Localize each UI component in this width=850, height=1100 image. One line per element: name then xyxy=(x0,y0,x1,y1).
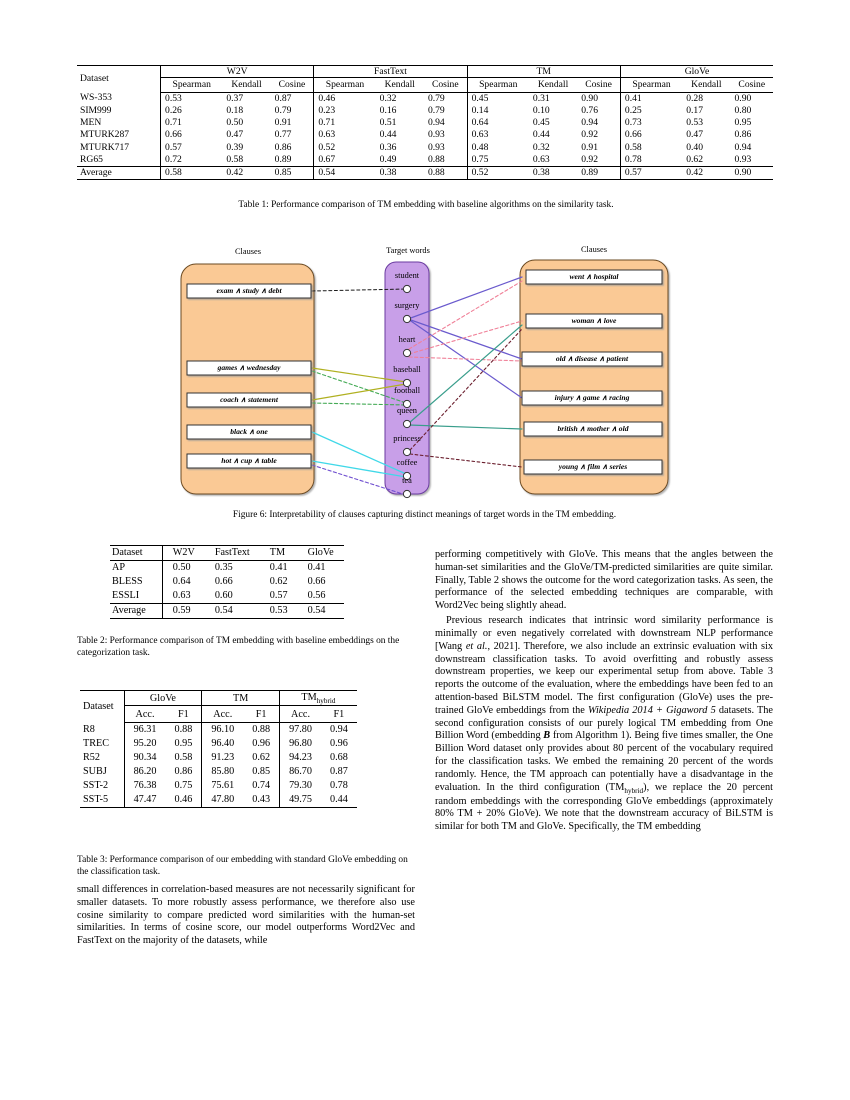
cell: 0.45 xyxy=(532,117,550,129)
cell: 96.40 xyxy=(202,737,243,751)
target-word-label-heart: heart xyxy=(398,335,416,344)
table-row xyxy=(110,575,344,589)
left-clause-label-0: exam ∧ study ∧ debt xyxy=(216,286,282,295)
cell: 0.94 xyxy=(427,117,445,129)
right-paragraph-2 xyxy=(435,615,773,834)
table-1-average-label: Average xyxy=(77,167,161,180)
table-3-row-1-name: TREC xyxy=(83,738,110,750)
table-1-sub-1-2: Cosine xyxy=(424,79,467,92)
cell: 0.77 xyxy=(274,129,292,141)
rp2-sub-hybrid: hybrid xyxy=(624,786,644,795)
right-column-text xyxy=(435,549,773,834)
cell: 0.92 xyxy=(577,154,620,167)
table-1-group-3: GloVe xyxy=(621,67,773,78)
cell: 0.42 xyxy=(222,167,270,180)
table-1-sub-3-2: Cosine xyxy=(731,79,774,92)
table-1-row-3-name: MTURK287 xyxy=(80,129,130,141)
table-3-group-2: TM xyxy=(301,692,317,704)
cell: 0.68 xyxy=(329,752,348,764)
cell: 0.52 xyxy=(467,167,529,180)
cell: 86.70 xyxy=(280,765,321,779)
table-row xyxy=(110,561,344,576)
table-2-average-row xyxy=(110,604,344,619)
cell: 0.85 xyxy=(271,167,314,180)
target-word-label-baseball: baseball xyxy=(393,365,421,374)
table-2-header-0: Dataset xyxy=(110,546,162,561)
right-clauses-header: Clauses xyxy=(580,245,608,254)
target-word-label-football: football xyxy=(393,386,421,395)
cell: 0.96 xyxy=(252,738,271,750)
cell: 97.80 xyxy=(280,722,321,737)
table-1-sub-1-1: Kendall xyxy=(376,79,424,92)
table-3-row-2-name: R52 xyxy=(83,752,100,764)
cell: 0.32 xyxy=(379,92,397,104)
cell: 0.91 xyxy=(581,141,599,153)
table-3 xyxy=(80,690,357,808)
node-queen xyxy=(403,420,410,427)
cell: 0.93 xyxy=(427,141,445,153)
cell: 0.63 xyxy=(162,589,205,604)
left-clauses-header: Clauses xyxy=(234,247,262,256)
table-3-sub-1-0: Acc. xyxy=(202,708,243,723)
table-row xyxy=(80,793,357,808)
cell: 0.49 xyxy=(376,154,424,167)
cell: 96.10 xyxy=(202,722,243,737)
table-3-sub-0-0: Acc. xyxy=(124,708,165,723)
cell: 85.80 xyxy=(202,765,243,779)
cell: 0.35 xyxy=(214,562,233,574)
cell: 0.92 xyxy=(581,129,599,141)
cell: 0.71 xyxy=(314,117,376,129)
table-2-row-0-name: AP xyxy=(112,562,126,574)
cell: 0.52 xyxy=(314,142,376,154)
cell: 0.87 xyxy=(274,92,292,104)
table-3-row-5-name: SST-5 xyxy=(80,793,124,808)
cell: 0.85 xyxy=(252,766,271,778)
cell: 0.44 xyxy=(532,129,550,141)
cell: 0.59 xyxy=(162,604,205,619)
cell: 0.93 xyxy=(731,154,774,167)
cell: 0.25 xyxy=(620,105,682,117)
cell: 0.86 xyxy=(734,129,752,141)
table-2-average-label: Average xyxy=(110,604,162,619)
cell: 0.57 xyxy=(620,167,682,180)
table-3-group-2-sub: hybrid xyxy=(316,697,336,706)
table-2-header-row xyxy=(110,546,344,561)
cell: 0.14 xyxy=(467,105,529,117)
table-row xyxy=(77,105,773,117)
cell: 0.36 xyxy=(379,141,397,153)
cell: 0.46 xyxy=(314,92,376,105)
table-1-row-4-name: MTURK717 xyxy=(80,141,130,153)
cell: 0.38 xyxy=(529,167,577,180)
left-clause-label-4: hot ∧ cup ∧ table xyxy=(221,456,277,465)
table-row xyxy=(77,92,773,105)
cell: 0.96 xyxy=(329,738,348,750)
table-3-group-header-row xyxy=(80,691,357,708)
cell: 0.94 xyxy=(581,117,599,129)
cell: 0.71 xyxy=(161,117,223,129)
table-1-sub-0-1: Kendall xyxy=(222,79,270,92)
cell: 0.28 xyxy=(686,92,703,104)
cell: 0.63 xyxy=(314,129,376,141)
table-1-row-1-name: SIM999 xyxy=(80,104,112,116)
cell: 0.41 xyxy=(269,562,288,574)
cell: 0.44 xyxy=(379,129,397,141)
cell: 0.87 xyxy=(329,766,348,778)
cell: 0.79 xyxy=(427,92,445,104)
cell: 0.32 xyxy=(532,141,550,153)
table-1-grid xyxy=(77,65,773,180)
cell: 0.48 xyxy=(467,142,529,154)
right-clause-label-3: injury ∧ game ∧ racing xyxy=(554,393,630,402)
cell: 0.53 xyxy=(260,604,298,619)
right-clause-container xyxy=(520,260,668,494)
table-2-header-2: FastText xyxy=(205,546,260,561)
right-clause-label-4: british ∧ mother ∧ old xyxy=(557,424,629,433)
cell: 0.53 xyxy=(686,117,703,129)
table-row xyxy=(80,722,357,737)
table-1-caption: Table 1: Performance comparison of TM embedding with baseline algorithms on the similarity task. xyxy=(238,200,614,210)
cell: 0.86 xyxy=(274,141,292,153)
cell: 49.75 xyxy=(280,793,321,808)
table-1-sub-2-1: Kendall xyxy=(529,79,577,92)
node-tea xyxy=(403,490,410,497)
table-1-sub-1-0: Spearman xyxy=(314,79,376,92)
table-1-sub-2-2: Cosine xyxy=(577,79,620,92)
table-2-row-2-name: ESSLI xyxy=(110,589,162,604)
cell: 0.43 xyxy=(243,793,279,808)
cell: 0.89 xyxy=(271,154,314,167)
cell: 0.41 xyxy=(307,562,326,574)
cell: 0.18 xyxy=(226,104,244,116)
table-3-row-0-name: R8 xyxy=(83,723,95,735)
cell: 0.58 xyxy=(161,167,223,180)
cell: 0.88 xyxy=(424,167,467,180)
table-1-average-row xyxy=(77,167,773,180)
left-clause-label-2: coach ∧ statement xyxy=(220,395,278,404)
cell: 0.47 xyxy=(226,129,244,141)
cell: 0.79 xyxy=(274,104,292,116)
left-paragraph: small differences in correlation-based measures are not necessarily significant for smaller datasets. To more robustly assess performance, we therefore also use cosine similarity to compare predicted word similarities with the human-set similarities. In terms of cosine score, our model outperforms Word2Vec and FastText on the majority of the datasets, while xyxy=(77,884,415,947)
table-2-header-3: TM xyxy=(260,546,298,561)
cell: 0.54 xyxy=(298,604,344,619)
table-row xyxy=(80,751,357,765)
rp2-italic1: Wikipedia 2014 + Gigaword 5 xyxy=(587,704,716,716)
cell: 47.47 xyxy=(124,793,165,808)
table-1-sub-0-2: Cosine xyxy=(271,79,314,92)
cell: 0.57 xyxy=(161,142,223,154)
cell: 0.38 xyxy=(376,167,424,180)
cell: 0.64 xyxy=(467,117,529,129)
cell: 0.90 xyxy=(734,92,752,104)
table-3-corner: Dataset xyxy=(80,691,124,723)
cell: 0.95 xyxy=(734,117,752,129)
cell: 0.56 xyxy=(298,589,344,604)
cell: 91.23 xyxy=(202,751,243,765)
right-clause-label-2: old ∧ disease ∧ patient xyxy=(555,354,629,363)
node-surgery xyxy=(403,315,410,322)
table-2-row-1-name: BLESS xyxy=(112,576,143,588)
cell: 0.31 xyxy=(532,92,550,104)
cell: 95.20 xyxy=(124,737,165,751)
cell: 0.86 xyxy=(174,766,193,778)
cell: 0.41 xyxy=(620,92,682,105)
table-1 xyxy=(77,65,773,180)
cell: 0.40 xyxy=(686,141,703,153)
rp2-a: Previous research indicates that intrinsic word similarity performance is minimally or even negatively correlated with downstream NLP performance [Wang xyxy=(435,615,773,652)
table-3-group-1: TM xyxy=(202,693,279,705)
cell: 0.44 xyxy=(321,793,357,808)
left-clause-label-1: games ∧ wednesday xyxy=(217,363,281,372)
table-row xyxy=(80,765,357,779)
target-word-label-queen: queen xyxy=(397,406,417,415)
right-paragraph-1: performing competitively with GloVe. This means that the angles between the human-set similarities and the GloVe/TM-predicted similarities are quite similar. Finally, Table 2 shows the outcome for the word categorization tasks. As seen, the performance of the selected embedding techniques are comparable, with Word2Vec being slightly ahead. xyxy=(435,549,773,612)
cell: 0.50 xyxy=(226,117,244,129)
cell: 0.93 xyxy=(427,129,445,141)
table-1-group-2: TM xyxy=(468,67,620,78)
cell: 75.61 xyxy=(202,779,243,793)
cell: 96.80 xyxy=(280,737,321,751)
table-1-group-header-row xyxy=(77,66,773,80)
cell: 0.94 xyxy=(329,724,348,735)
cell: 0.95 xyxy=(174,738,193,750)
table-row xyxy=(80,737,357,751)
cell: 0.16 xyxy=(379,104,397,116)
cell: 0.89 xyxy=(577,167,620,180)
cell: 76.38 xyxy=(124,779,165,793)
table-3-row-4-name: SST-2 xyxy=(83,780,109,792)
rp2-bold-b: B xyxy=(543,730,551,742)
rp2-b: , 2021]. Therefore, we also include an extrinsic evaluation with six downstream classification tasks. To avoid overfitting and robustly assess downstream properties, we keep our experimental setup from above. Table 3 reports the outcome of the evaluation, where the embeddings have been fed to an attention-based BiLSTM model. The first configuration (GloVe) uses the pre-trained GloVe embeddings from the xyxy=(435,640,774,716)
cell: 0.57 xyxy=(260,589,298,604)
table-3-row-3-name: SUBJ xyxy=(83,766,107,778)
cell: 0.90 xyxy=(731,167,774,180)
cell: 0.63 xyxy=(467,129,529,141)
table-1-group-0: W2V xyxy=(161,67,313,78)
cell: 0.72 xyxy=(161,154,223,167)
cell: 79.30 xyxy=(280,779,321,793)
table-row xyxy=(110,589,344,604)
cell: 0.45 xyxy=(467,92,529,105)
cell: 0.60 xyxy=(205,589,260,604)
cell: 0.75 xyxy=(174,780,193,792)
table-2 xyxy=(110,545,344,619)
table-1-row-5-name: RG65 xyxy=(77,154,161,167)
rp2-c: datasets. The second configuration consists of our purely logical TM embedding from One Billion Word (embedding xyxy=(435,704,773,742)
cell: 86.20 xyxy=(124,765,165,779)
table-row xyxy=(77,117,773,129)
cell: 47.80 xyxy=(202,793,243,808)
cell: 0.10 xyxy=(532,104,550,116)
table-3-group-0: GloVe xyxy=(125,693,202,705)
table-row xyxy=(80,779,357,793)
cell: 0.88 xyxy=(424,154,467,167)
table-1-sub-3-1: Kendall xyxy=(682,79,730,92)
table-1-group-1: FastText xyxy=(314,67,466,78)
cell: 0.67 xyxy=(314,154,376,167)
left-clause-label-3: black ∧ one xyxy=(230,427,268,436)
cell: 0.66 xyxy=(214,576,233,588)
cell: 90.34 xyxy=(124,751,165,765)
table-3-sub-2-0: Acc. xyxy=(280,708,321,723)
cell: 0.46 xyxy=(165,793,201,808)
table-row xyxy=(77,142,773,154)
right-clause-label-1: woman ∧ love xyxy=(571,316,617,325)
cell: 0.91 xyxy=(274,117,292,129)
cell: 0.37 xyxy=(226,92,244,104)
target-word-label-surgery: surgery xyxy=(394,301,420,310)
right-clause-label-5: young ∧ film ∧ series xyxy=(558,462,628,471)
cell: 0.17 xyxy=(686,104,703,116)
cell: 0.66 xyxy=(620,129,682,141)
cell: 0.78 xyxy=(620,154,682,167)
table-row xyxy=(77,154,773,167)
table-2-header-4: GloVe xyxy=(298,546,344,561)
node-student xyxy=(403,285,410,292)
cell: 0.75 xyxy=(467,154,529,167)
cell: 0.54 xyxy=(314,167,376,180)
table-1-sub-3-0: Spearman xyxy=(620,79,682,92)
cell: 0.47 xyxy=(686,129,703,141)
cell: 0.74 xyxy=(252,780,271,792)
cell: 0.62 xyxy=(269,576,288,588)
cell: 0.76 xyxy=(581,104,599,116)
cell: 0.51 xyxy=(379,117,397,129)
left-column-text xyxy=(77,884,415,948)
table-1-row-2-name: MEN xyxy=(80,117,102,129)
rp2-etal: et al. xyxy=(465,640,488,652)
cell: 0.79 xyxy=(427,104,445,116)
cell: 0.78 xyxy=(329,780,348,792)
cell: 0.66 xyxy=(307,576,326,588)
cell: 0.62 xyxy=(682,154,730,167)
cell: 0.58 xyxy=(174,752,193,764)
table-3-sub-1-1: F1 xyxy=(243,708,279,723)
figure-6-caption: Figure 6: Interpretability of clauses capturing distinct meanings of target words in the TM embedding. xyxy=(232,510,617,520)
figure-6 xyxy=(160,245,690,503)
right-clause-label-0: went ∧ hospital xyxy=(569,272,619,281)
table-3-grid xyxy=(80,690,357,808)
cell: 0.54 xyxy=(205,604,260,619)
table-1-row-0-name: WS-353 xyxy=(80,92,112,104)
cell: 0.66 xyxy=(161,129,223,141)
cell: 0.26 xyxy=(161,105,223,117)
cell: 0.50 xyxy=(162,561,205,576)
cell: 0.42 xyxy=(682,167,730,180)
target-word-label-princess: princess xyxy=(393,434,421,443)
table-1-sub-0-0: Spearman xyxy=(161,79,223,92)
table-2-grid xyxy=(110,545,344,619)
cell: 0.88 xyxy=(252,724,271,735)
cell: 0.94 xyxy=(734,141,752,153)
target-words-header: Target words xyxy=(386,246,430,255)
cell: 94.23 xyxy=(280,751,321,765)
cell: 0.58 xyxy=(620,142,682,154)
cell: 0.23 xyxy=(314,105,376,117)
table-2-caption: Table 2: Performance comparison of TM embedding with baseline embeddings on the categorization task. xyxy=(77,636,400,658)
table-3-sub-0-1: F1 xyxy=(165,708,201,723)
table-3-sub-2-1: F1 xyxy=(321,708,357,723)
node-princess xyxy=(403,448,410,455)
table-2-header-1: W2V xyxy=(162,546,205,561)
table-row xyxy=(77,129,773,141)
cell: 0.39 xyxy=(226,141,244,153)
target-word-label-coffee: coffee xyxy=(396,458,418,467)
rp2-e: ), we replace the 20 percent random embeddings with the corresponding GloVe embeddings (approximately 80% TM + 20% GloVe). We note that the downstream accuracy of BiLSTM is similar for both TM and GloVe. Specifically, the TM embedding xyxy=(435,781,773,833)
node-heart xyxy=(403,349,410,356)
cell: 0.58 xyxy=(222,154,270,167)
table-1-sub-header-row xyxy=(77,79,773,92)
cell: 0.73 xyxy=(620,117,682,129)
rp2-d: from Algorithm 1). Being five times smaller, the One Billion Word dataset only provides about 80 percent of the vocabulary required for the classification tasks. We embed the remaining 20 percent of the words randomly. Hence, the TM approach can potentially have a disadvantage in the evaluation. In the third configuration (TM xyxy=(435,730,773,793)
cell: 0.80 xyxy=(734,104,752,116)
table-1-corner: Dataset xyxy=(77,66,161,93)
cell: 0.64 xyxy=(162,575,205,589)
cell: 96.31 xyxy=(124,722,165,737)
target-word-label-student: student xyxy=(394,271,420,280)
cell: 0.62 xyxy=(252,752,271,764)
target-word-label-tea: tea xyxy=(402,476,412,485)
cell: 0.63 xyxy=(529,154,577,167)
table-3-caption: Table 3: Performance comparison of our embedding with standard GloVe embedding on the classification task. xyxy=(77,855,408,877)
table-1-sub-2-0: Spearman xyxy=(467,79,529,92)
cell: 0.90 xyxy=(581,92,599,104)
cell: 0.53 xyxy=(161,92,223,105)
cell: 0.88 xyxy=(174,724,193,735)
